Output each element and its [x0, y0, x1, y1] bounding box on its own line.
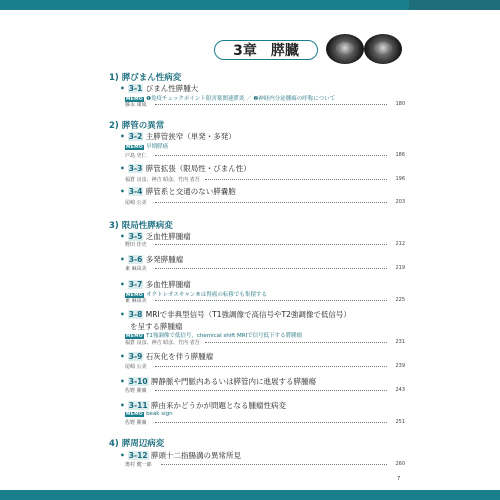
author-line [125, 152, 405, 159]
bullet: • [120, 352, 125, 361]
item-title-continued: を呈する膵腫瘤 [130, 322, 183, 331]
bullet: • [120, 377, 125, 386]
memo-tag: MEMO [126, 145, 144, 150]
author-line [125, 199, 405, 206]
toc-item-3-9[interactable] [120, 351, 410, 362]
page-ref: 251 [395, 419, 405, 425]
author-line [125, 339, 405, 346]
bullet: • [120, 255, 125, 264]
item-number: 3-9 [128, 352, 143, 361]
item-number: 3-11 [128, 401, 148, 410]
memo-line [125, 142, 168, 150]
item-number: 3-2 [128, 132, 143, 141]
author: 佐野 勝廣 [125, 420, 147, 426]
author: 奥村 健一郎 [125, 462, 152, 468]
author-line [125, 101, 405, 108]
page-ref: 225 [395, 297, 405, 303]
author-line [125, 461, 405, 468]
memo-text: T1強調像で低信号，chemical shift MRIで信号低下する膵腫瘤 [146, 333, 303, 339]
page-ref: 186 [395, 152, 405, 158]
item-title: 多発膵腫瘤 [145, 255, 184, 264]
bullet: • [120, 164, 125, 173]
item-title: 石灰化を伴う膵腫瘤 [145, 352, 214, 361]
item-title: 膵由来かどうかが問題となる腫瘤性病変 [150, 401, 286, 410]
toc-item-3-11[interactable] [120, 400, 410, 411]
section-heading-2: 2) 膵管の異常 [109, 121, 165, 131]
dot-leader [155, 155, 387, 156]
section-heading-1: 1) 膵びまん性病変 [109, 73, 182, 83]
item-number: 3-12 [128, 451, 148, 460]
page-ref: 243 [395, 387, 405, 393]
section-heading-4: 4) 膵周辺病変 [109, 439, 165, 449]
toc-item-3-10[interactable] [120, 376, 410, 387]
bullet: • [120, 451, 125, 460]
toc-item-3-12[interactable] [120, 450, 410, 461]
chapter-title: 3章 膵臓 [214, 40, 318, 60]
dot-leader [155, 422, 387, 423]
memo-tag: MEMO [126, 97, 144, 102]
item-title: MRIで非典型信号（T1強調像で高信号やT2強調像で低信号） [145, 310, 351, 319]
dot-leader [155, 366, 387, 367]
author-line [125, 363, 405, 370]
dot-leader [155, 390, 387, 391]
page-ref: 231 [395, 339, 405, 345]
toc-item-3-8[interactable] [120, 309, 410, 320]
author-line [125, 241, 405, 248]
bullet: • [120, 84, 125, 93]
item-title: 脾静脈や門脈内あるいは膵管内に進展する膵腫瘍 [150, 377, 316, 386]
author: 東 麻由美 [125, 298, 147, 304]
page-ref: 212 [395, 241, 405, 247]
dot-leader [205, 179, 387, 180]
page-ref: 260 [395, 461, 405, 467]
page-ref: 203 [395, 199, 405, 205]
dot-leader [155, 268, 387, 269]
item-title: 乏血性膵腫瘤 [145, 232, 191, 241]
toc-item-3-1[interactable] [120, 83, 410, 94]
bullet: • [120, 310, 125, 319]
bottom-color-band [0, 490, 500, 500]
dot-leader [155, 244, 387, 245]
page-ref: 239 [395, 363, 405, 369]
toc-item-3-3[interactable] [120, 163, 410, 174]
memo-line [125, 331, 302, 339]
item-number: 3-10 [128, 377, 148, 386]
author-line [125, 265, 405, 272]
dot-leader [155, 104, 387, 105]
section-heading-3: 3) 限局性膵病変 [109, 221, 173, 231]
item-number: 3-3 [128, 164, 143, 173]
author-line [125, 176, 405, 183]
author: 佐野 勝廣 [125, 388, 147, 394]
dot-leader [155, 202, 387, 203]
author-line [125, 297, 405, 304]
memo-tag: MEMO [126, 334, 144, 339]
author-line [125, 419, 405, 426]
item-number: 3-8 [128, 310, 143, 319]
memo-tag: MEMO [126, 293, 144, 298]
bullet: • [120, 232, 125, 241]
ct-scan-image-1 [326, 34, 364, 64]
author-line [125, 387, 405, 394]
item-title: 主膵管狭窄（単発・多発） [145, 132, 236, 141]
memo-text: ❶免疫チェックポイント阻害薬関連膵炎 ／ ❷神経内分泌腫瘍の呼称について [146, 96, 336, 102]
memo-text: オクトレオスキャン®は腎癌の転移でも集積する [146, 292, 267, 298]
item-title: 膵管拡張（限局性・びまん性） [145, 164, 251, 173]
bullet: • [120, 280, 125, 289]
author: 藤永 康成 [125, 102, 147, 108]
author: 尾崎 公美 [125, 364, 147, 370]
author: 戸島 史仁 [125, 153, 147, 159]
item-title: 膵管系と交通のない膵嚢胞 [145, 187, 236, 196]
bullet: • [120, 187, 125, 196]
toc-item-3-6[interactable] [120, 254, 410, 265]
memo-line [125, 411, 173, 417]
item-title: 多血性膵腫瘤 [145, 280, 191, 289]
item-number: 3-1 [128, 84, 143, 93]
dot-leader [161, 464, 387, 465]
item-number: 3-4 [128, 187, 143, 196]
author: 野田 佳史 [125, 242, 147, 248]
toc-item-3-4[interactable] [120, 186, 410, 197]
author: 福倉 良彦、神吉 昭彦、竹内 省吾 [125, 340, 200, 346]
toc-item-3-2[interactable] [120, 131, 410, 142]
item-title: びまん性膵腫大 [145, 84, 199, 93]
author: 福倉 良彦、神吉 昭彦、竹内 省吾 [125, 177, 200, 183]
dot-leader [205, 342, 387, 343]
page-ref: 196 [395, 176, 405, 182]
memo-text: beak sign [146, 411, 173, 417]
memo-text: 早期膵癌 [146, 144, 169, 150]
top-right-band [409, 0, 500, 10]
page-number: 7 [397, 476, 401, 482]
toc-item-3-7[interactable] [120, 279, 410, 290]
item-number: 3-7 [128, 280, 143, 289]
ct-scan-image-2 [364, 34, 402, 64]
bullet: • [120, 401, 125, 410]
item-title: 膵頭十二指腸溝の異常所見 [150, 451, 241, 460]
memo-tag: MEMO [126, 412, 144, 417]
item-number: 3-5 [128, 232, 143, 241]
item-number: 3-6 [128, 255, 143, 264]
page-ref: 180 [395, 101, 405, 107]
page-ref: 219 [395, 265, 405, 271]
author: 東 麻由美 [125, 266, 147, 272]
dot-leader [155, 300, 387, 301]
author: 尾崎 公美 [125, 200, 147, 206]
bullet: • [120, 132, 125, 141]
